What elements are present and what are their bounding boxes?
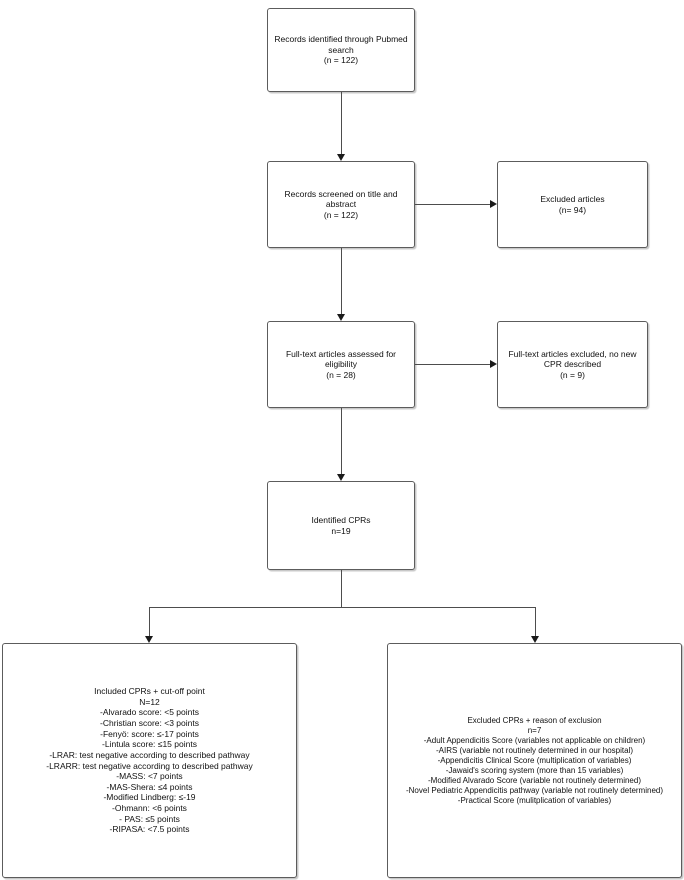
connector-cprs-branch-horizontal [149, 607, 536, 608]
text-line: -Appendicitis Clinical Score (multiplication of variables) [437, 755, 632, 765]
connector-screened-to-fulltext [341, 248, 342, 314]
text-line: (n = 9) [560, 369, 585, 380]
text-line: CPR described [543, 359, 602, 370]
text-line: -Practical Score (mulitplication of variables) [457, 795, 612, 805]
text-line: -RIPASA: <7.5 points [109, 824, 190, 835]
text-line: -AIRS (variable not routinely determined in our hospital) [436, 745, 633, 755]
text-line: Records screened on title and [284, 188, 398, 199]
text-line: -LRAR: test negative according to described pathway [49, 749, 250, 760]
text-line: Records identified through Pubmed [274, 34, 408, 45]
connector-fulltext-to-cprs [341, 408, 342, 474]
connector-branch-to-excluded [535, 607, 536, 636]
text-line: N=12 [139, 696, 160, 707]
text-line: -Novel Pediatric Appendicitis pathway (variable not routinely determined) [405, 785, 664, 795]
text-line: -Modified Lindberg: ≤-19 [103, 792, 196, 803]
text-line: Excluded CPRs + reason of exclusion [467, 715, 602, 725]
flow-box-fulltext-assessed [267, 321, 415, 408]
connector-cprs-branch-stem [341, 570, 342, 607]
flow-box-excluded-cprs [387, 643, 682, 878]
flow-box-records-identified [267, 8, 415, 92]
text-line: abstract [325, 199, 357, 210]
text-line: -Adult Appendicitis Score (variables not applicable on children) [423, 735, 646, 745]
text-line: Excluded articles [540, 193, 605, 204]
flow-box-fulltext-excluded [497, 321, 648, 408]
arrowhead-down-icon [337, 474, 345, 481]
text-line: -Lintula score: ≤15 points [102, 739, 197, 750]
flow-box-identified-cprs [267, 481, 415, 570]
text-line: -Modified Alvarado Score (variable not routinely determined) [428, 775, 641, 785]
text-line: -Jawaid's scoring system (more than 15 variables) [445, 765, 624, 775]
text-line: (n = 122) [323, 209, 359, 220]
arrowhead-down-icon [337, 314, 345, 321]
text-line: (n= 94) [558, 204, 587, 215]
connector-screened-to-excluded [415, 204, 490, 205]
flow-box-included-cprs [2, 643, 297, 878]
text-line: Identified CPRs [311, 514, 371, 525]
text-line: (n = 122) [323, 55, 359, 66]
text-line: Full-text articles excluded, no new [508, 348, 637, 359]
text-line: Included CPRs + cut-off point [94, 686, 205, 697]
arrowhead-down-icon [145, 636, 153, 643]
text-line: -LRARR: test negative according to described pathway [46, 760, 253, 771]
text-line: -MASS: <7 points [116, 771, 183, 782]
text-line: -Fenyö: score: ≤-17 points [100, 728, 199, 739]
arrowhead-down-icon [337, 154, 345, 161]
text-line: -Alvarado score: <5 points [100, 707, 199, 718]
text-line: Full-text articles assessed for [285, 348, 397, 359]
connector-identified-to-screened [341, 92, 342, 154]
text-line: -Ohmann: <6 points [112, 803, 187, 813]
text-line: n=19 [331, 525, 351, 536]
connector-branch-to-included [149, 607, 150, 636]
text-line: (n = 28) [326, 369, 356, 380]
connector-fulltext-to-excluded [415, 364, 490, 365]
text-line: -MAS-Shera: ≤4 points [106, 781, 193, 792]
arrowhead-right-icon [490, 200, 497, 208]
flow-box-records-screened [267, 161, 415, 248]
text-line: eligibility [324, 359, 358, 370]
text-line: -Christian score: <3 points [100, 718, 199, 728]
arrowhead-down-icon [531, 636, 539, 643]
text-line: n=7 [527, 725, 542, 735]
arrowhead-right-icon [490, 360, 497, 368]
text-line: search [328, 44, 354, 55]
text-line: - PAS: ≤5 points [119, 813, 180, 824]
flow-box-excluded-articles [497, 161, 648, 248]
